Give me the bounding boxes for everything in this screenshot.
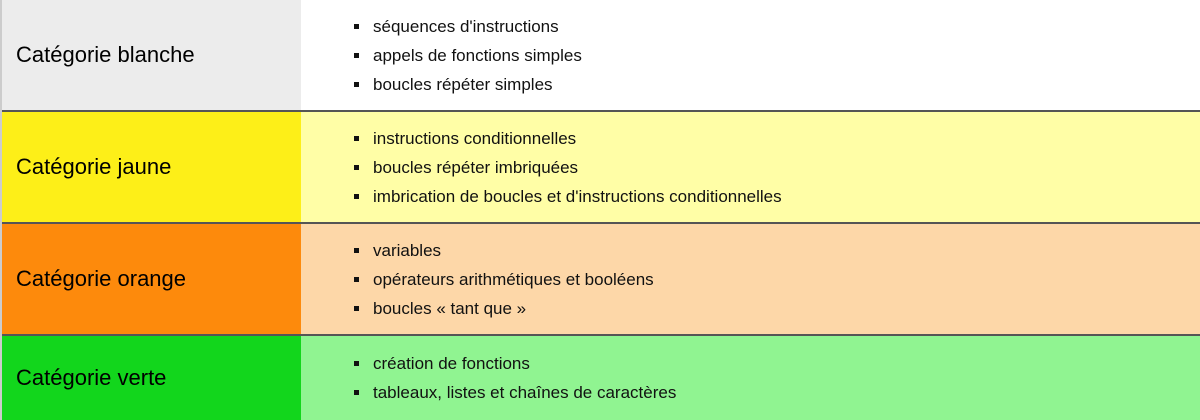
list-item: ▪ boucles « tant que » bbox=[371, 294, 1200, 323]
list-item: ▪ variables bbox=[371, 236, 1200, 265]
category-items bbox=[301, 335, 1200, 420]
category-items bbox=[301, 0, 1200, 111]
category-items bbox=[301, 111, 1200, 223]
list-item: ▪ instructions conditionnelles bbox=[371, 124, 1200, 153]
list-item: ▪ boucles répéter simples bbox=[371, 70, 1200, 99]
list-item: ▪ boucles répéter imbriquées bbox=[371, 153, 1200, 182]
category-row-jaune bbox=[1, 111, 1200, 223]
category-row-verte bbox=[1, 335, 1200, 420]
list-item: ▪ imbrication de boucles et d'instructions conditionnelles bbox=[371, 182, 1200, 211]
category-label: Catégorie blanche bbox=[1, 0, 301, 111]
list-item: ▪ séquences d'instructions bbox=[371, 12, 1200, 41]
list-item: ▪ opérateurs arithmétiques et booléens bbox=[371, 265, 1200, 294]
category-items bbox=[301, 223, 1200, 335]
category-label: Catégorie orange bbox=[1, 223, 301, 335]
category-label: Catégorie jaune bbox=[1, 111, 301, 223]
category-row-blanche bbox=[1, 0, 1200, 111]
list-item: ▪ appels de fonctions simples bbox=[371, 41, 1200, 70]
list-item: ▪ tableaux, listes et chaînes de caractères bbox=[371, 378, 1200, 407]
list-item: ▪ création de fonctions bbox=[371, 349, 1200, 378]
category-row-orange bbox=[1, 223, 1200, 335]
category-label: Catégorie verte bbox=[1, 335, 301, 420]
